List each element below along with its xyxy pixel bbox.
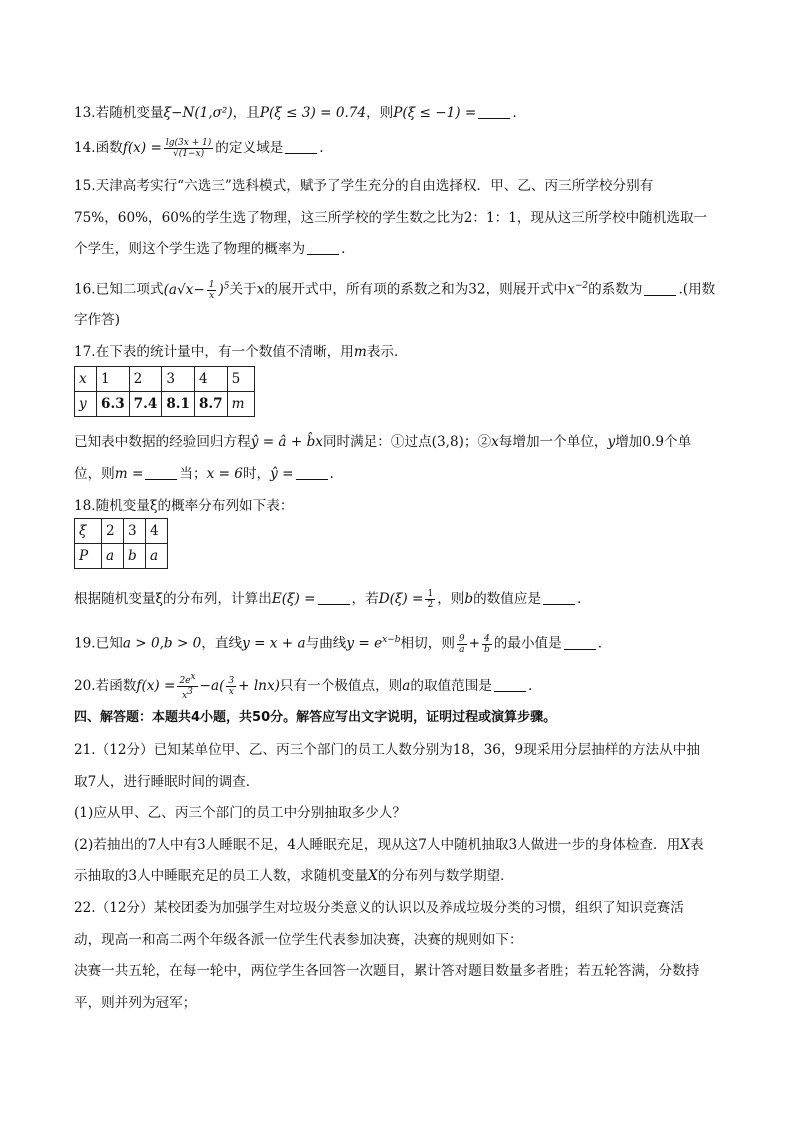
question-17-line-1 <box>74 432 691 452</box>
q19-fraction-2 <box>482 634 492 655</box>
table-cell: x <box>75 367 97 392</box>
table-cell: b <box>124 544 146 569</box>
q13-prefix: 13.若随机变量 <box>74 105 164 121</box>
q19-condition: a > 0,b > 0 <box>122 635 202 652</box>
q13-text: ，且 <box>232 105 260 121</box>
table-cell: 2 <box>129 367 162 392</box>
q20-f1-den-base: x <box>182 691 188 701</box>
q20-prefix: 20.若函数 <box>74 678 137 694</box>
q17-text-c: 每增加一个单位， <box>498 434 608 450</box>
table-cell: 7.4 <box>129 392 162 417</box>
q20-f2-num: 3 <box>228 676 235 686</box>
q14-end: . <box>319 140 324 156</box>
table-cell: m <box>227 392 254 417</box>
table-cell: 5 <box>227 367 254 392</box>
table-cell: 8.1 <box>162 392 195 417</box>
q14-suffix: 的定义域是 <box>215 140 284 156</box>
q21-line-3: (1)应从甲、乙、丙三个部门的员工中分别抽取多少人？ <box>74 805 406 821</box>
q18-text-c: ，则 <box>437 591 465 607</box>
q21-text-a: (2)若抽出的7人中有3人睡眠不足，4人睡眠充足，现从这7人中随机抽取3人做进一步的身体检查．用 <box>74 837 681 853</box>
q21-x: X <box>680 837 690 853</box>
q19-f2-den: b <box>484 644 490 655</box>
table-row <box>75 367 255 392</box>
q18-expectation: E(ξ) = <box>271 591 316 607</box>
q16-answer-blank <box>644 281 676 296</box>
question-17-intro <box>74 342 408 362</box>
q19-f1-den: a <box>459 644 465 655</box>
q17-m-eq: m = <box>114 466 144 482</box>
q19-suffix: 的最小值是 <box>493 635 562 652</box>
q16-line-2: 字作答) <box>74 312 121 328</box>
q17-y-eq: ŷ = <box>270 466 294 482</box>
table-cell: 3 <box>162 367 195 392</box>
q17-answer-blank-1 <box>145 465 177 480</box>
question-20 <box>74 672 532 701</box>
q13-given: P(ξ ≤ 3) = 0.74 <box>259 105 367 121</box>
table-cell: a <box>102 544 124 569</box>
q13-distribution: ξ−N(1,σ²) <box>163 105 233 121</box>
q20-suffix: 只有一个极值点，则 <box>279 678 403 694</box>
question-21-line-5 <box>74 866 514 886</box>
q15-line-3: 个学生，则这个学生选了物理的概率为 <box>74 241 306 257</box>
table-cell: a <box>146 544 168 569</box>
q14-prefix: 14.函数 <box>74 140 123 156</box>
q20-fx: f(x) = <box>136 678 176 694</box>
q20-f1-num <box>177 672 197 687</box>
q18-table <box>74 518 168 569</box>
q17-text-a: 已知表中数据的经验回归方程 <box>74 434 251 450</box>
q17-text-d: 增加0.9个单 <box>615 434 692 450</box>
question-17-line-2 <box>74 464 334 484</box>
q17-x-eq: x = 6 <box>206 466 243 482</box>
q15-end: . <box>341 241 346 257</box>
q18-frac-num: 1 <box>427 589 434 599</box>
table-cell: 1 <box>97 367 130 392</box>
q18-answer-blank-2 <box>543 590 575 605</box>
q21-line-1: 21.（12分）已知某单位甲、乙、丙三个部门的员工人数分别为18，36，9现采用分层抽样的方法从中抽 <box>74 742 700 758</box>
q18-text-b: ，若 <box>351 591 379 607</box>
q13-answer-blank <box>478 104 510 119</box>
q20-f1-den <box>177 687 197 701</box>
table-cell: y <box>75 392 97 417</box>
q22-line-3: 决赛一共五轮，在每一轮中，两位学生各回答一次题目，累计答对题目数量多者胜；若五轮答满，分数持 <box>74 963 700 979</box>
q22-line-1: 22.（12分）某校团委为加强学生对垃圾分类意义的认识以及养成垃圾分类的习惯，组织了知识竞赛活 <box>74 900 684 916</box>
q22-line-2: 动，现高一和高二两个年级各派一位学生代表参加决赛，决赛的规则如下： <box>74 932 523 948</box>
q14-answer-blank <box>285 139 317 154</box>
q15-line-2: 75%，60%，60%的学生选了物理，这三所学校的学生数之比为2：1：1，现从这三所学校中随机选取一 <box>74 210 708 226</box>
q16-mid: 关于 <box>229 281 257 298</box>
q21-text-c: 示抽取的3人中睡眠充足的员工人数，求随机变量 <box>74 868 369 884</box>
q17-intro-end: 表示． <box>366 344 408 360</box>
q19-answer-blank <box>564 635 596 650</box>
q20-f2-den: x <box>228 687 234 697</box>
question-18-line <box>74 589 581 610</box>
q16-suffix2: .(用数 <box>678 281 716 298</box>
q19-mid: ，直线 <box>201 635 243 652</box>
q13-ask: P(ξ ≤ −1) = <box>393 105 477 121</box>
q14-fx: f(x) = <box>122 140 162 156</box>
q17-y: y <box>607 434 616 450</box>
q18-fraction <box>425 589 435 610</box>
q15-answer-blank <box>307 240 339 255</box>
q18-frac-den: 2 <box>427 600 434 610</box>
table-row <box>75 519 168 544</box>
q17-text-g: 时， <box>242 466 271 482</box>
question-19 <box>74 630 602 655</box>
table-row <box>75 544 168 569</box>
q22-line-4: 平，则并列为冠军； <box>74 995 197 1011</box>
q18-text-a: 根据随机变量ξ的分布列，计算出 <box>74 591 272 607</box>
q18-answer-blank-1 <box>318 590 350 605</box>
q16-suffix: 的系数为 <box>588 281 643 298</box>
q16-binom-open: (a√x− <box>163 281 205 298</box>
q20-fraction-1 <box>177 672 197 701</box>
q18-end: . <box>577 591 582 607</box>
q18-variance: D(ξ) = <box>378 591 424 607</box>
q13-text2: ，则 <box>366 105 394 121</box>
q19-mid3: 相切，则 <box>400 635 455 652</box>
table-cell: P <box>75 544 102 569</box>
q19-line-eq: y = x + a <box>242 635 306 652</box>
table-cell: 8.7 <box>194 392 227 417</box>
q19-curve-exp: x−b <box>382 635 401 645</box>
q16-var: x <box>256 281 265 298</box>
table-row <box>75 392 255 417</box>
table-cell: 2 <box>102 519 124 544</box>
q20-tail: + lnx) <box>238 678 280 694</box>
question-21-line-4 <box>74 835 704 855</box>
q19-mid2: 与曲线 <box>305 635 347 652</box>
q20-mid: −a( <box>199 678 225 694</box>
q21-line-2: 取7人，进行睡眠时间的调查． <box>74 774 260 790</box>
q21-text-b: 表 <box>689 837 704 853</box>
q19-f2-num: 4 <box>484 633 490 644</box>
q14-fraction <box>164 138 213 159</box>
q17-text-e: 位，则 <box>74 466 115 482</box>
q18-intro: 18.随机变量ξ的概率分布列如下表： <box>74 498 294 514</box>
q19-end: . <box>597 635 603 652</box>
q17-answer-blank-2 <box>296 465 328 480</box>
q13-end: . <box>512 105 517 121</box>
q17-end: . <box>329 466 334 482</box>
q20-suffix2: 的取值范围是 <box>410 678 492 694</box>
q16-mid2: 的展开式中，所有项的系数之和为32，则展开式中 <box>264 281 568 298</box>
q14-numerator: lg(3x + 1) <box>165 138 212 148</box>
q17-text-f: 当； <box>179 466 207 482</box>
q16-binom-close: ) <box>218 281 224 298</box>
q16-prefix: 16.已知二项式 <box>74 281 164 298</box>
table-cell: 4 <box>194 367 227 392</box>
question-16 <box>74 276 715 301</box>
q20-fraction-2 <box>226 676 236 697</box>
q16-term: x <box>567 281 575 298</box>
q17-regression-eq: ŷ = â + b̂x <box>250 434 323 450</box>
q17-text-b: 同时满足：①过点(3,8)；② <box>322 434 492 450</box>
q17-intro: 17.在下表的统计量中，有一个数值不清晰，用 <box>74 344 354 360</box>
q20-f1-num-exp: x <box>190 672 196 682</box>
question-13 <box>74 103 517 123</box>
q20-f1-num-base: 2e <box>179 676 191 686</box>
question-15-line-3 <box>74 239 345 259</box>
q21-x2: X <box>368 868 378 884</box>
q19-prefix: 19.已知 <box>74 635 123 652</box>
question-14 <box>74 138 324 159</box>
q20-answer-blank <box>494 677 526 692</box>
q16-exponent: 5 <box>223 281 230 291</box>
table-cell: 3 <box>124 519 146 544</box>
table-cell: 4 <box>146 519 168 544</box>
q19-plus: + <box>468 635 481 652</box>
table-cell: 6.3 <box>97 392 130 417</box>
q14-denominator: √(1−x) <box>173 149 205 159</box>
q17-x: x <box>491 434 499 450</box>
q15-line-1: 15.天津高考实行“六选三”选科模式，赋予了学生充分的自由选择权．甲、乙、丙三所学校分别有 <box>74 178 654 194</box>
q21-text-d: 的分布列与数学期望． <box>377 868 514 884</box>
q16-term-exp: −2 <box>574 281 589 291</box>
q19-fraction-1 <box>457 634 467 655</box>
q20-f1-den-exp: 3 <box>187 687 193 697</box>
q17-m: m <box>353 344 367 360</box>
q16-frac-den: x <box>209 290 215 301</box>
q16-frac-num: 1 <box>208 279 215 290</box>
q20-end: . <box>527 678 533 694</box>
table-cell: ξ <box>75 519 102 544</box>
section-4-heading: 四、解答题：本题共4小题，共50分。解答应写出文字说明，证明过程或演算步骤。 <box>74 710 557 725</box>
q16-fraction <box>207 280 217 301</box>
q18-b: b <box>464 591 474 607</box>
q19-curve: y = e <box>346 635 383 652</box>
q16-binomial <box>163 279 230 301</box>
q19-f1-num: 9 <box>458 633 465 644</box>
q18-text-d: 的数值应是 <box>473 591 542 607</box>
q17-table <box>74 366 255 417</box>
q20-a: a <box>402 678 411 694</box>
